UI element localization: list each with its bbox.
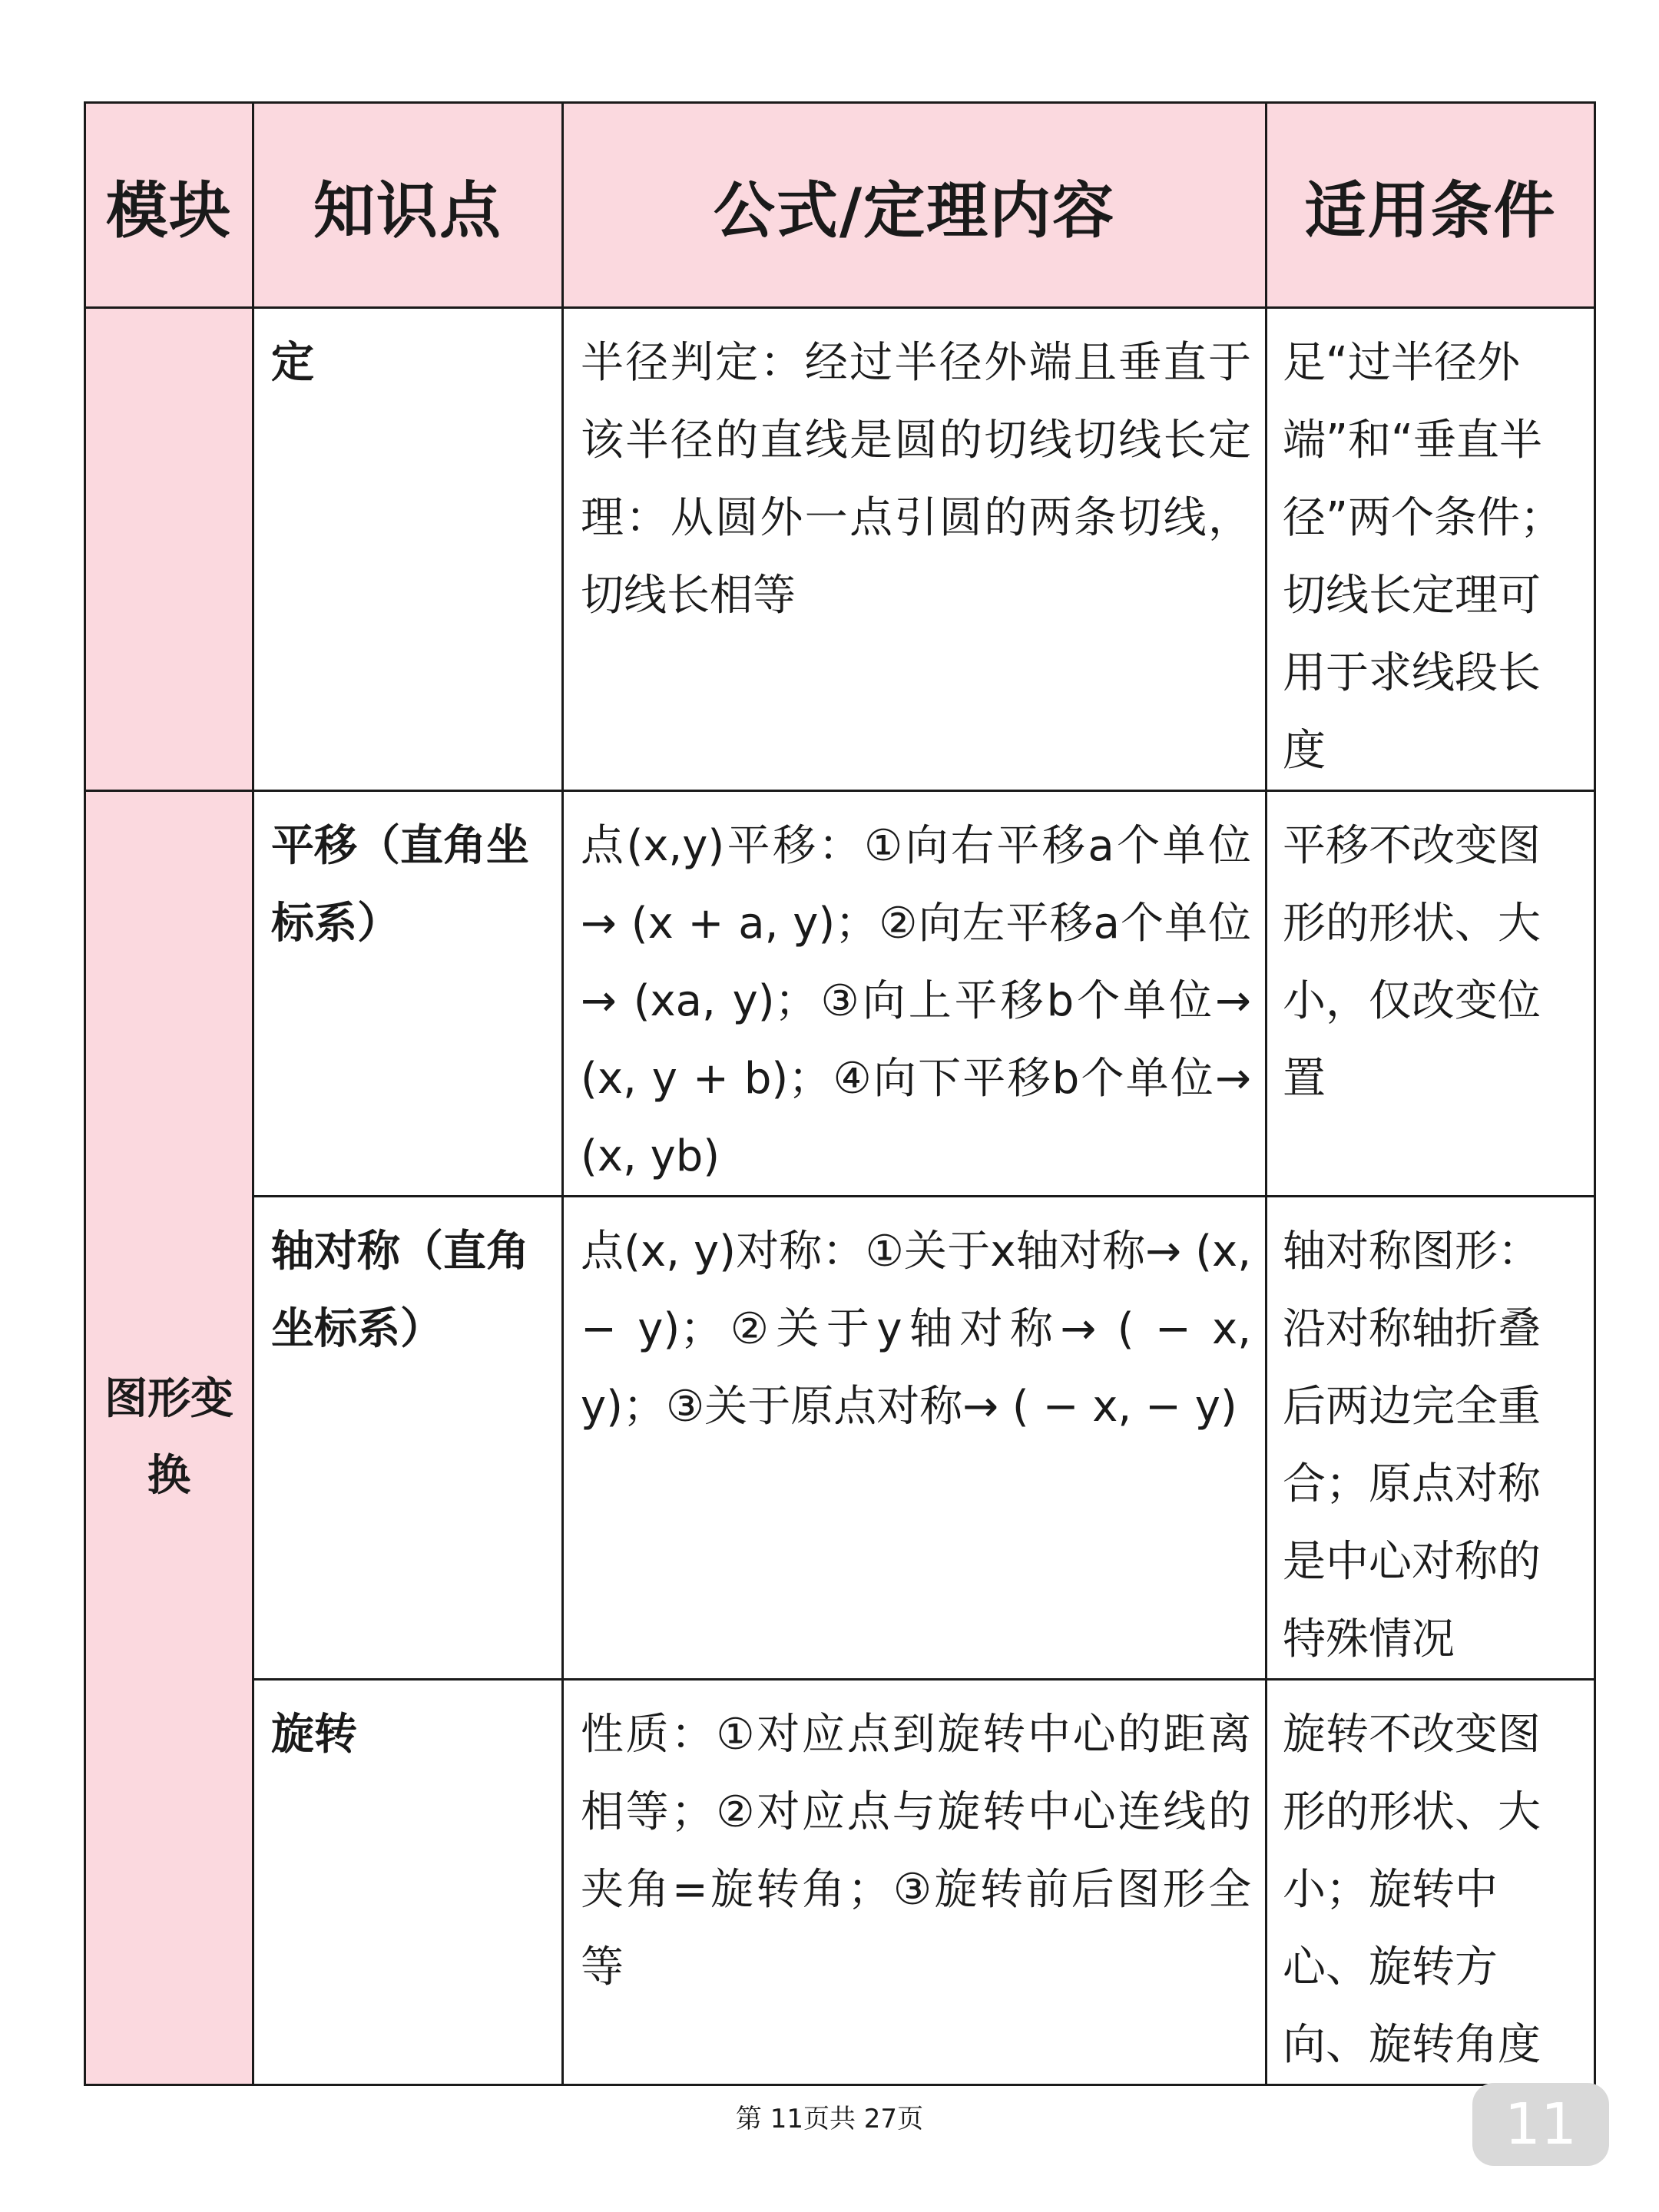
table-row: [85, 1680, 1595, 2085]
header-module: 模块: [85, 103, 253, 308]
page-footer: 第 11页共 27页: [735, 2104, 924, 2134]
point-cell: 平移（直角坐标系）: [253, 791, 563, 1197]
condition-cell: 旋转不改变图形的形状、大小；旋转中心、旋转方向、旋转角度: [1267, 1680, 1595, 2085]
header-condition: 适用条件: [1267, 103, 1595, 308]
module-cell: [85, 308, 253, 791]
knowledge-table: [84, 101, 1596, 2086]
header-point: 知识点: [253, 103, 563, 308]
content-cell: 点(x,y)平移：①向右平移a个单位→ (x + a, y)；②向左平移a个单位→ (xa, y)；③向上平移b个单位→ (x, y + b)；④向下平移b个单位→ (x, yb): [563, 791, 1267, 1197]
condition-cell: 轴对称图形：沿对称轴折叠后两边完全重合；原点对称是中心对称的特殊情况: [1267, 1197, 1595, 1680]
condition-cell: 平移不改变图形的形状、大小，仅改变位置: [1267, 791, 1595, 1197]
table-header-row: [85, 103, 1595, 308]
header-content: 公式/定理内容: [563, 103, 1267, 308]
point-cell: 旋转: [253, 1680, 563, 2085]
content-cell: 半径判定：经过半径外端且垂直于该半径的直线是圆的切线切线长定理：从圆外一点引圆的两条切线，切线长相等: [563, 308, 1267, 791]
table-row: [85, 791, 1595, 1197]
module-cell: 图形变换: [85, 791, 253, 2085]
table-row: [85, 308, 1595, 791]
table-row: [85, 1197, 1595, 1680]
condition-cell: 足“过半径外端”和“垂直半径”两个条件；切线长定理可用于求线段长度: [1267, 308, 1595, 791]
content-cell: 点(x, y)对称：①关于x轴对称→ (x, − y)；②关于y轴对称→ ( − x, y)；③关于原点对称→ ( − x, − y): [563, 1197, 1267, 1680]
page-number-badge: 11: [1472, 2083, 1609, 2166]
content-cell: 性质：①对应点到旋转中心的距离相等；②对应点与旋转中心连线的夹角=旋转角；③旋转前后图形全等: [563, 1680, 1267, 2085]
point-cell: 定: [253, 308, 563, 791]
point-cell: 轴对称（直角坐标系）: [253, 1197, 563, 1680]
